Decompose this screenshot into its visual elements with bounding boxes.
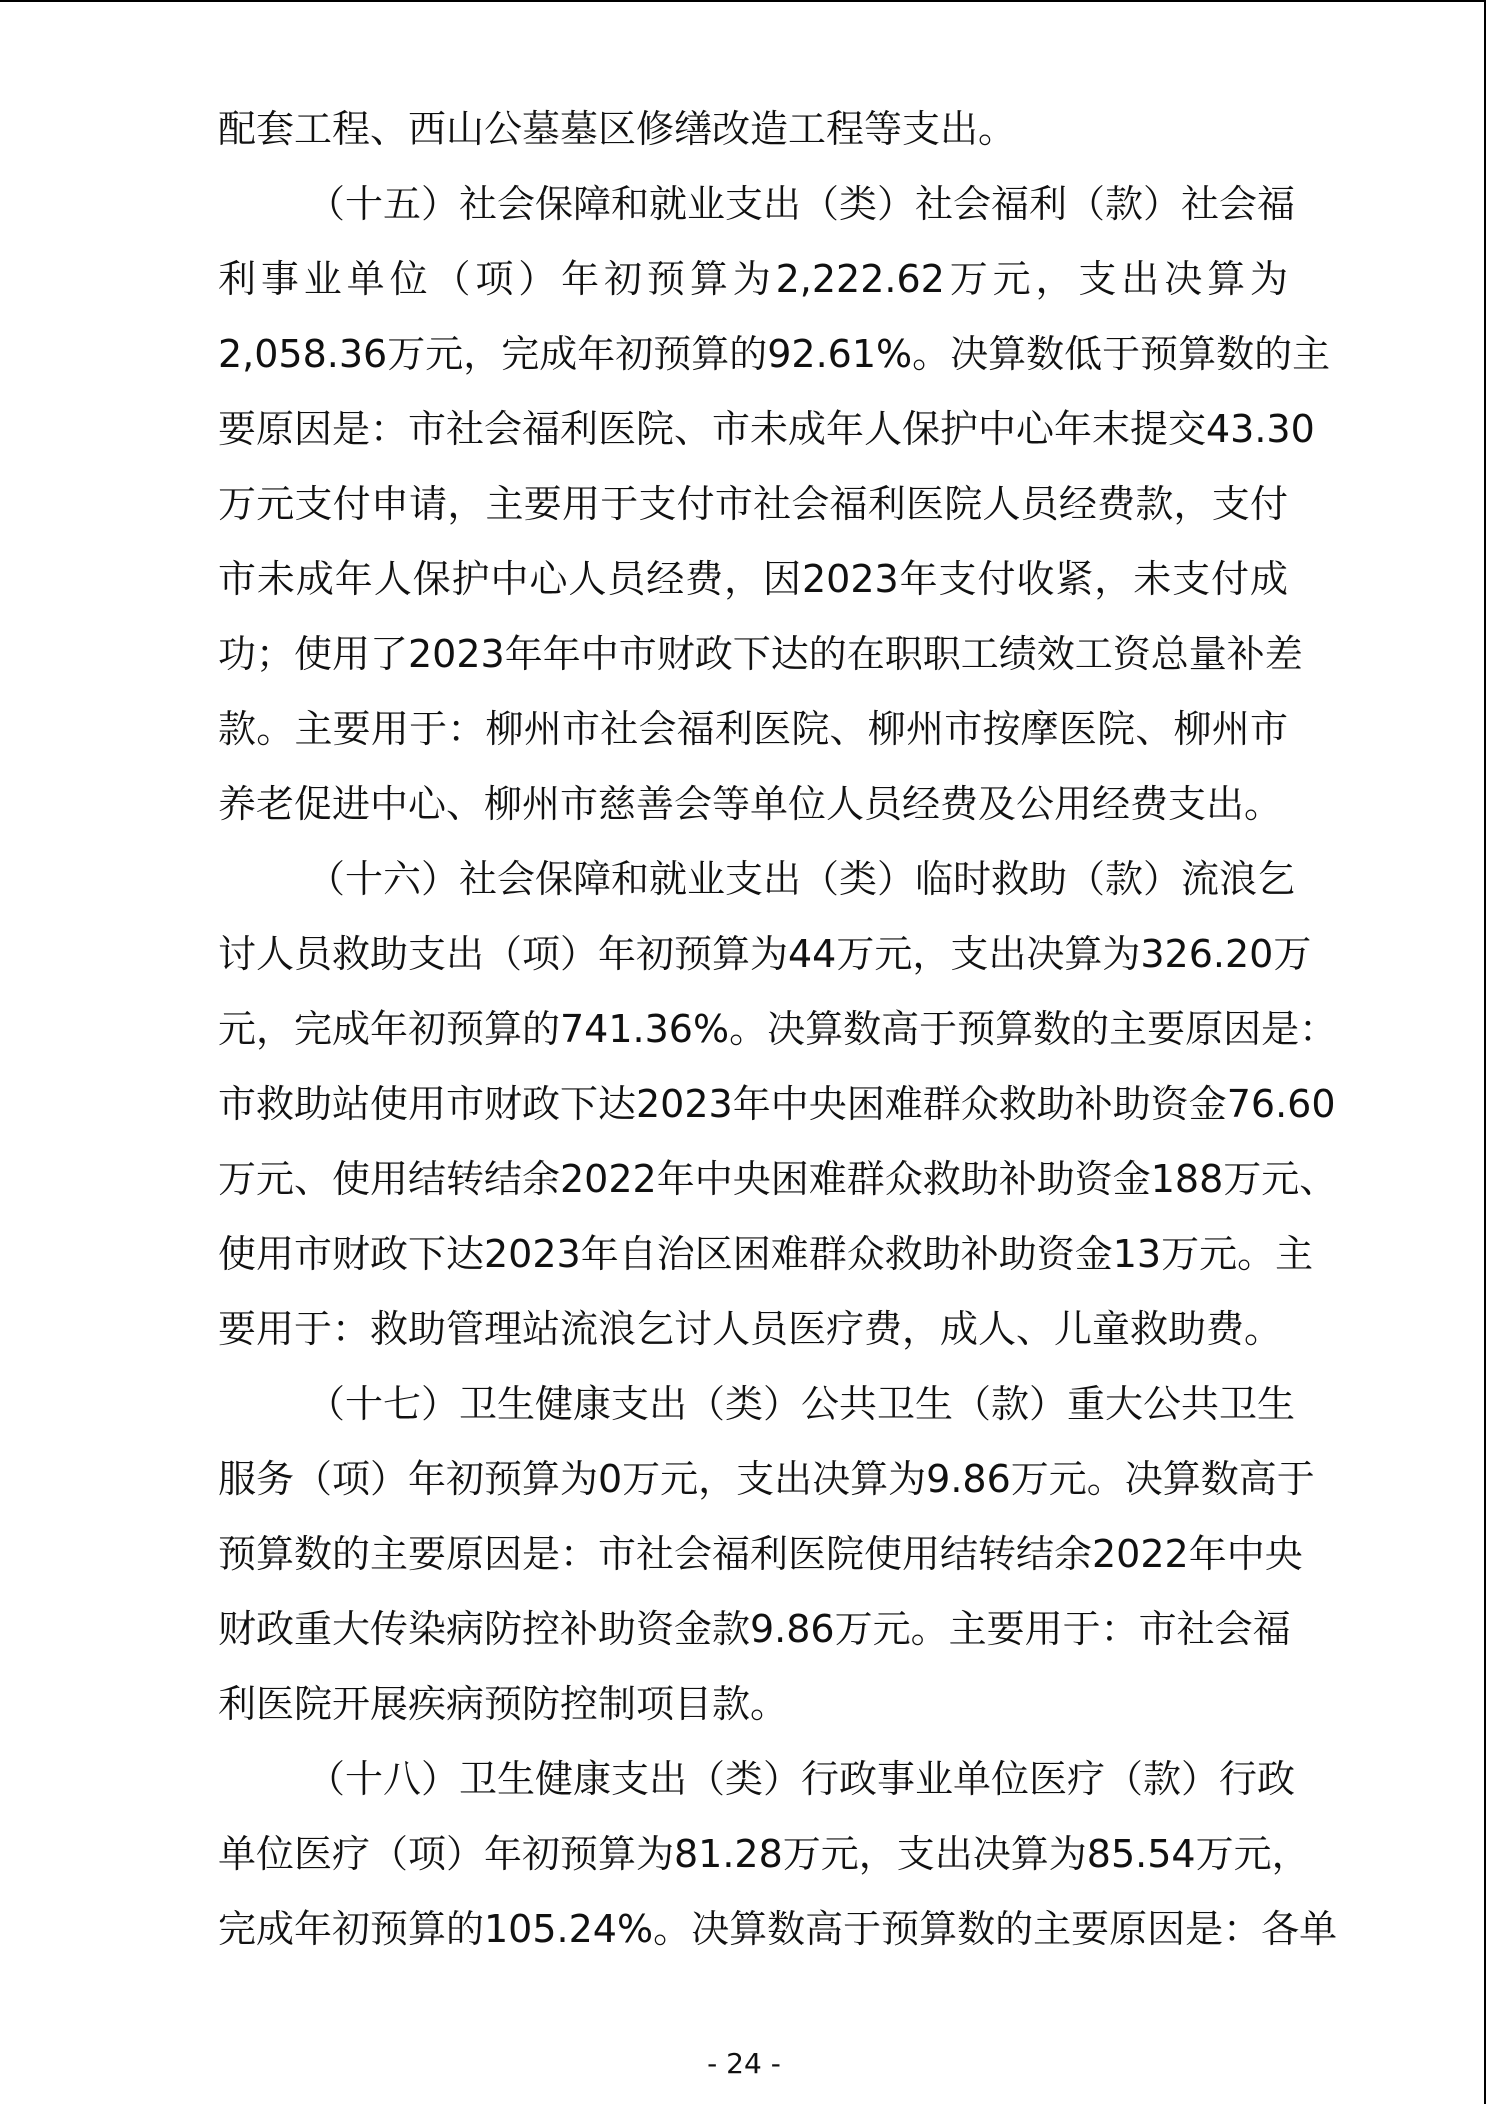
- text-line: 款。主要用于：柳州市社会福利医院、柳州市按摩医院、柳州市: [218, 707, 1288, 751]
- text-line: 使用市财政下达2023年自治区困难群众救助补助资金13万元。主: [218, 1232, 1314, 1276]
- text-line: 利事业单位（项）年初预算为2,222.62万元，支出决算为: [218, 257, 1288, 301]
- page-number: - 24 -: [707, 2047, 781, 2080]
- text-line: 要原因是：市社会福利医院、市未成年人保护中心年末提交43.30: [218, 407, 1315, 451]
- text-line: 讨人员救助支出（项）年初预算为44万元，支出决算为326.20万: [218, 932, 1312, 976]
- paragraph-section-17: [218, 1367, 1315, 1742]
- text-line: 功；使用了2023年年中市财政下达的在职职工绩效工资总量补差: [218, 632, 1303, 676]
- document-body: [218, 92, 1338, 1967]
- paragraph-section-16: [218, 842, 1338, 1367]
- text-line: （十七）卫生健康支出（类）公共卫生（款）重大公共卫生: [307, 1382, 1296, 1426]
- text-line: 市救助站使用市财政下达2023年中央困难群众救助补助资金76.60: [218, 1082, 1336, 1126]
- text-line: 万元支付申请，主要用于支付市社会福利医院人员经费款，支付: [218, 482, 1288, 526]
- text-line: 市未成年人保护中心人员经费，因2023年支付收紧，未支付成: [218, 557, 1288, 601]
- text-line: 元，完成年初预算的741.36%。决算数高于预算数的主要原因是：: [218, 1007, 1338, 1051]
- text-line: 要用于：救助管理站流浪乞讨人员医疗费，成人、儿童救助费。: [218, 1307, 1283, 1351]
- text-line: 利医院开展疾病预防控制项目款。: [218, 1682, 789, 1726]
- text-line: 养老促进中心、柳州市慈善会等单位人员经费及公用经费支出。: [218, 782, 1283, 826]
- text-line: （十八）卫生健康支出（类）行政事业单位医疗（款）行政: [307, 1757, 1296, 1801]
- paragraph-section-18: [218, 1742, 1338, 1967]
- text-line: 2,058.36万元，完成年初预算的92.61%。决算数低于预算数的主: [218, 332, 1331, 376]
- text-line: 预算数的主要原因是：市社会福利医院使用结转结余2022年中央: [218, 1532, 1303, 1576]
- text-line: 单位医疗（项）年初预算为81.28万元，支出决算为85.54万元，: [218, 1832, 1310, 1876]
- text-line: （十五）社会保障和就业支出（类）社会福利（款）社会福: [307, 182, 1296, 226]
- paragraph-section-15: [218, 167, 1331, 842]
- text-line: 万元、使用结转结余2022年中央困难群众救助补助资金188万元、: [218, 1157, 1338, 1201]
- text-line: 完成年初预算的105.24%。决算数高于预算数的主要原因是：各单: [218, 1907, 1338, 1951]
- text-line: 配套工程、西山公墓墓区修缮改造工程等支出。: [218, 107, 1017, 151]
- text-line: 服务（项）年初预算为0万元，支出决算为9.86万元。决算数高于: [218, 1457, 1315, 1501]
- text-line: 财政重大传染病防控补助资金款9.86万元。主要用于：市社会福: [218, 1607, 1291, 1651]
- paragraph-continuation: [218, 92, 1288, 167]
- text-line: （十六）社会保障和就业支出（类）临时救助（款）流浪乞: [307, 857, 1296, 901]
